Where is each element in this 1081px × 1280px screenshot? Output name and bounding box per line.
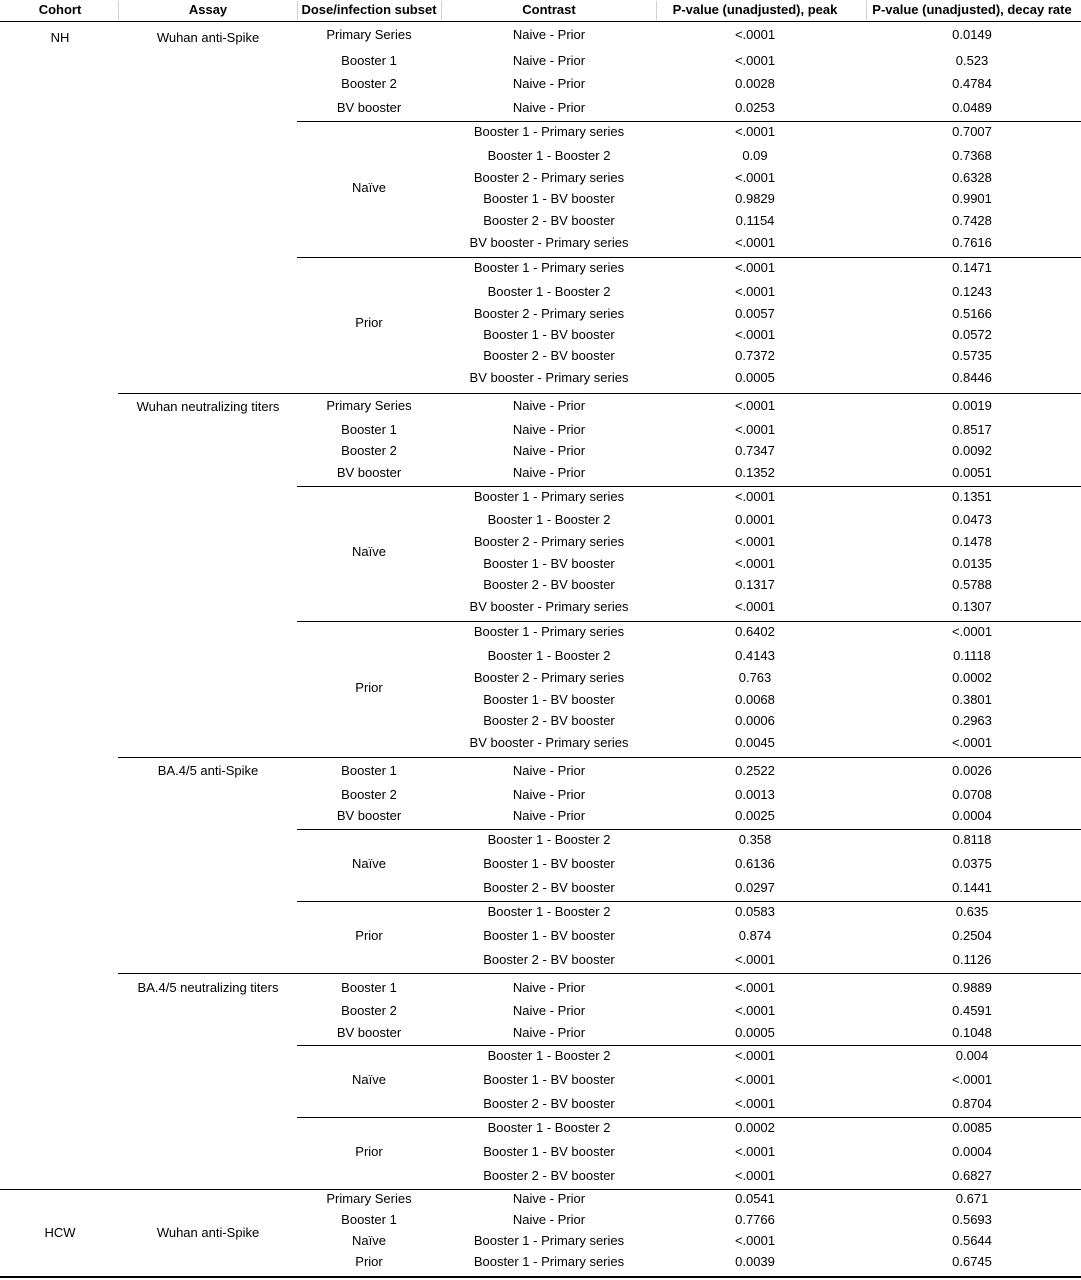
group-separator — [297, 829, 1081, 830]
subset-label: Naïve — [352, 1072, 386, 1087]
p-value-peak-cell: 0.0253 — [735, 100, 775, 115]
header-rule — [0, 21, 1081, 22]
subset-label: Prior — [355, 315, 383, 330]
p-value-decay-cell: 0.0708 — [952, 787, 992, 802]
p-value-peak-cell: 0.0045 — [735, 735, 775, 750]
p-value-peak-cell: 0.7372 — [735, 348, 775, 363]
p-value-peak-cell: <.0001 — [734, 1168, 776, 1183]
p-value-peak-cell: <.0001 — [734, 53, 776, 68]
assay-label: BA.4/5 anti-Spike — [157, 763, 259, 778]
p-value-decay-cell: 0.0019 — [952, 398, 992, 413]
contrast-cell: Naive - Prior — [512, 808, 586, 823]
p-value-decay-cell: 0.1441 — [952, 880, 992, 895]
p-value-decay-cell: 0.5644 — [952, 1233, 992, 1248]
contrast-cell: Booster 1 - Booster 2 — [487, 1048, 611, 1063]
p-value-decay-cell: 0.1307 — [952, 599, 992, 614]
contrast-cell: Booster 2 - BV booster — [483, 713, 615, 728]
contrast-cell: Naive - Prior — [512, 27, 586, 42]
contrast-cell: Booster 1 - Primary series — [473, 489, 625, 504]
p-value-decay-cell: 0.4591 — [952, 1003, 992, 1018]
p-value-peak-cell: <.0001 — [734, 1144, 776, 1159]
contrast-cell: Booster 1 - BV booster — [483, 556, 615, 571]
p-value-peak-cell: <.0001 — [734, 599, 776, 614]
p-value-decay-cell: <.0001 — [951, 1072, 993, 1087]
p-value-decay-cell: 0.004 — [955, 1048, 989, 1063]
contrast-cell: Naive - Prior — [512, 763, 586, 778]
contrast-cell: Booster 1 - Primary series — [473, 1254, 625, 1269]
p-value-decay-cell: 0.3801 — [952, 692, 992, 707]
cohort-label: NH — [50, 30, 70, 45]
contrast-cell: Booster 1 - Primary series — [473, 260, 625, 275]
p-value-decay-cell: 0.7428 — [952, 213, 992, 228]
p-value-peak-cell: <.0001 — [734, 1048, 776, 1063]
p-value-decay-cell: 0.0085 — [952, 1120, 992, 1135]
subset-cell: Booster 2 — [341, 76, 397, 91]
p-value-peak-cell: 0.7347 — [735, 443, 775, 458]
p-value-peak-cell: 0.2522 — [735, 763, 775, 778]
subset-cell: Booster 1 — [341, 1212, 397, 1227]
contrast-cell: Booster 1 - BV booster — [483, 191, 615, 206]
p-value-decay-cell: <.0001 — [951, 735, 993, 750]
p-value-peak-cell: 0.6402 — [735, 624, 775, 639]
group-separator — [297, 257, 1081, 258]
contrast-cell: Booster 1 - Primary series — [473, 124, 625, 139]
contrast-cell: Booster 2 - Primary series — [473, 170, 625, 185]
contrast-cell: BV booster - Primary series — [469, 599, 629, 614]
p-value-decay-cell: 0.5735 — [952, 348, 992, 363]
p-value-peak-cell: <.0001 — [734, 170, 776, 185]
contrast-cell: Naive - Prior — [512, 422, 586, 437]
p-value-peak-cell: <.0001 — [734, 1003, 776, 1018]
p-value-peak-cell: 0.358 — [738, 832, 772, 847]
subset-label: Prior — [355, 679, 383, 695]
contrast-cell: Booster 1 - BV booster — [483, 327, 615, 342]
p-value-peak-cell: <.0001 — [734, 398, 776, 413]
p-value-decay-cell: 0.7616 — [952, 235, 992, 250]
subset-label: Naïve — [352, 179, 386, 195]
p-value-decay-cell: 0.0149 — [952, 27, 992, 42]
p-value-peak-cell: <.0001 — [734, 27, 776, 42]
p-value-decay-cell: 0.8446 — [952, 370, 992, 385]
subset-cell: Booster 1 — [341, 53, 397, 68]
subset-cell: Primary Series — [326, 27, 412, 42]
p-value-decay-cell: 0.5693 — [952, 1212, 992, 1227]
p-value-decay-cell: 0.2504 — [952, 928, 992, 943]
subset-label: Naïve — [352, 856, 386, 871]
contrast-cell: Booster 2 - BV booster — [483, 952, 615, 967]
p-value-peak-cell: <.0001 — [734, 284, 776, 299]
contrast-cell: Naive - Prior — [512, 76, 586, 91]
contrast-cell: Booster 2 - BV booster — [483, 1168, 615, 1183]
subset-cell: BV booster — [336, 808, 402, 823]
contrast-cell: Booster 1 - Booster 2 — [487, 648, 611, 663]
p-value-peak-cell: 0.0068 — [735, 692, 775, 707]
contrast-cell: Booster 1 - BV booster — [483, 1072, 615, 1087]
subset-cell: Primary Series — [326, 1191, 412, 1206]
p-value-decay-cell: 0.0051 — [952, 465, 992, 480]
contrast-cell: Booster 1 - Booster 2 — [487, 1120, 611, 1135]
p-value-decay-cell: 0.9901 — [952, 191, 992, 206]
subset-cell: Prior — [355, 1254, 383, 1269]
p-value-decay-cell: 0.5166 — [952, 306, 992, 321]
p-value-peak-cell: <.0001 — [734, 952, 776, 967]
p-value-peak-cell: 0.0013 — [735, 787, 775, 802]
p-value-peak-cell: <.0001 — [734, 1072, 776, 1087]
p-value-decay-cell: 0.1118 — [953, 648, 991, 663]
p-value-peak-cell: 0.0005 — [735, 1025, 775, 1040]
p-value-peak-cell: 0.09 — [742, 148, 768, 163]
p-value-peak-cell: 0.4143 — [735, 648, 775, 663]
p-value-decay-cell: 0.635 — [955, 904, 989, 919]
contrast-cell: Booster 1 - BV booster — [483, 856, 615, 871]
contrast-cell: Naive - Prior — [512, 465, 586, 480]
p-value-peak-cell: 0.0005 — [735, 370, 775, 385]
header-column-separator — [441, 1, 442, 20]
p-value-decay-cell: <.0001 — [951, 624, 993, 639]
header-subset: Dose/infection subset — [301, 2, 437, 17]
contrast-cell: Naive - Prior — [512, 1212, 586, 1227]
p-value-peak-cell: 0.0297 — [735, 880, 775, 895]
contrast-cell: Booster 1 - BV booster — [483, 692, 615, 707]
header-column-separator — [866, 1, 867, 20]
subset-cell: Primary Series — [326, 398, 412, 413]
contrast-cell: Booster 2 - BV booster — [483, 577, 615, 592]
p-value-decay-cell: 0.0473 — [952, 512, 992, 527]
table-bottom-rule — [0, 1276, 1081, 1278]
p-value-decay-cell: 0.0375 — [952, 856, 992, 871]
subset-label: Prior — [355, 1144, 383, 1159]
p-value-peak-cell: <.0001 — [734, 235, 776, 250]
group-separator — [118, 757, 1081, 758]
assay-label: Wuhan anti-Spike — [156, 30, 260, 45]
p-value-decay-cell: 0.0026 — [952, 763, 992, 778]
p-value-peak-cell: 0.874 — [738, 928, 772, 943]
p-value-peak-cell: <.0001 — [734, 327, 776, 342]
p-value-decay-cell: 0.6328 — [952, 170, 992, 185]
cohort-label: HCW — [44, 1225, 76, 1240]
subset-cell: Booster 1 — [341, 763, 397, 778]
p-value-peak-cell: 0.1352 — [735, 465, 775, 480]
group-separator — [297, 486, 1081, 487]
p-value-decay-cell: 0.0002 — [952, 670, 992, 685]
header-decay: P-value (unadjusted), decay rate — [872, 2, 1072, 17]
contrast-cell: BV booster - Primary series — [469, 235, 629, 250]
p-value-peak-cell: <.0001 — [734, 534, 776, 549]
contrast-cell: Booster 2 - Primary series — [473, 534, 625, 549]
header-contrast: Contrast — [522, 2, 576, 17]
p-value-peak-cell: 0.1317 — [735, 577, 775, 592]
p-value-peak-cell: 0.0001 — [735, 512, 775, 527]
group-separator — [297, 1045, 1081, 1046]
subset-cell: Naïve — [352, 1233, 386, 1248]
contrast-cell: BV booster - Primary series — [469, 370, 629, 385]
contrast-cell: Booster 1 - BV booster — [483, 928, 615, 943]
p-value-decay-cell: 0.6827 — [952, 1168, 992, 1183]
contrast-cell: Booster 2 - BV booster — [483, 1096, 615, 1111]
header-column-separator — [297, 1, 298, 20]
p-value-peak-cell: 0.0025 — [735, 808, 775, 823]
p-value-peak-cell: 0.1154 — [735, 213, 775, 228]
p-value-decay-cell: 0.0004 — [952, 808, 992, 823]
p-value-decay-cell: 0.7007 — [952, 124, 992, 139]
contrast-cell: Naive - Prior — [512, 1191, 586, 1206]
contrast-cell: Booster 2 - Primary series — [473, 306, 625, 321]
subset-cell: BV booster — [336, 465, 402, 480]
p-value-decay-cell: 0.0004 — [952, 1144, 992, 1159]
subset-cell: Booster 2 — [341, 443, 397, 458]
p-value-peak-cell: 0.0057 — [735, 306, 775, 321]
p-value-peak-cell: 0.0583 — [735, 904, 775, 919]
p-value-decay-cell: 0.0135 — [952, 556, 992, 571]
p-value-decay-cell: 0.1478 — [952, 534, 992, 549]
p-value-peak-cell: <.0001 — [734, 980, 776, 995]
p-value-peak-cell: 0.0028 — [735, 76, 775, 91]
p-value-peak-cell: <.0001 — [734, 489, 776, 504]
contrast-cell: Booster 1 - Primary series — [473, 624, 625, 639]
p-value-decay-cell: 0.6745 — [952, 1254, 992, 1269]
p-value-peak-cell: <.0001 — [734, 260, 776, 275]
assay-label: Wuhan neutralizing titers — [136, 399, 280, 414]
header-column-separator — [656, 1, 657, 20]
p-value-decay-cell: 0.0092 — [952, 443, 992, 458]
p-value-decay-cell: 0.0572 — [952, 327, 992, 342]
subset-cell: BV booster — [336, 1025, 402, 1040]
subset-label: Prior — [355, 928, 383, 943]
p-value-decay-cell: 0.9889 — [952, 980, 992, 995]
header-assay: Assay — [188, 2, 228, 17]
contrast-cell: Naive - Prior — [512, 443, 586, 458]
assay-label: BA.4/5 neutralizing titers — [137, 980, 279, 995]
contrast-cell: Booster 1 - Booster 2 — [487, 832, 611, 847]
contrast-cell: Booster 1 - Primary series — [473, 1233, 625, 1248]
p-value-decay-cell: 0.0489 — [952, 100, 992, 115]
group-separator — [297, 621, 1081, 622]
p-value-decay-cell: 0.1351 — [952, 489, 992, 504]
group-separator — [297, 901, 1081, 902]
subset-cell: Booster 1 — [341, 980, 397, 995]
p-value-decay-cell: 0.1471 — [952, 260, 992, 275]
p-value-peak-cell: 0.0541 — [735, 1191, 775, 1206]
p-value-decay-cell: 0.1048 — [952, 1025, 992, 1040]
p-value-peak-cell: <.0001 — [734, 124, 776, 139]
header-cohort: Cohort — [38, 2, 82, 17]
p-value-decay-cell: 0.8704 — [952, 1096, 992, 1111]
contrast-cell: Naive - Prior — [512, 53, 586, 68]
p-value-decay-cell: 0.8517 — [952, 422, 992, 437]
p-value-decay-cell: 0.2963 — [952, 713, 992, 728]
subset-label: Naïve — [352, 544, 386, 559]
p-value-peak-cell: 0.0006 — [735, 713, 775, 728]
group-separator — [118, 393, 1081, 394]
contrast-cell: Naive - Prior — [512, 100, 586, 115]
contrast-cell: Booster 1 - Booster 2 — [487, 148, 611, 163]
p-value-peak-cell: 0.763 — [738, 670, 772, 685]
p-value-decay-cell: 0.5788 — [952, 577, 992, 592]
p-value-peak-cell: <.0001 — [734, 1096, 776, 1111]
contrast-cell: Naive - Prior — [512, 1025, 586, 1040]
p-value-decay-cell: 0.7368 — [952, 148, 992, 163]
p-value-decay-cell: 0.1243 — [952, 284, 992, 299]
p-value-peak-cell: <.0001 — [734, 1233, 776, 1248]
p-value-decay-cell: 0.4784 — [952, 76, 992, 91]
p-value-peak-cell: 0.7766 — [735, 1212, 775, 1227]
contrast-cell: Booster 1 - Booster 2 — [487, 512, 611, 527]
header-column-separator — [118, 1, 119, 20]
contrast-cell: Booster 2 - Primary series — [473, 670, 625, 685]
group-separator — [0, 1189, 1081, 1190]
subset-cell: Booster 2 — [341, 787, 397, 802]
contrast-cell: Naive - Prior — [512, 787, 586, 802]
header-peak: P-value (unadjusted), peak — [672, 2, 838, 17]
subset-cell: Booster 2 — [341, 1003, 397, 1018]
contrast-cell: Booster 1 - Booster 2 — [487, 904, 611, 919]
subset-cell: Booster 1 — [341, 422, 397, 437]
p-value-decay-cell: 0.671 — [955, 1191, 989, 1206]
contrast-cell: Booster 2 - BV booster — [483, 880, 615, 895]
p-value-peak-cell: 0.6136 — [735, 856, 775, 871]
p-value-decay-cell: 0.1126 — [952, 952, 992, 967]
contrast-cell: BV booster - Primary series — [469, 735, 629, 750]
p-value-peak-cell: <.0001 — [734, 556, 776, 571]
group-separator — [297, 121, 1081, 122]
assay-label: Wuhan anti-Spike — [156, 1225, 260, 1240]
group-separator — [118, 973, 1081, 974]
p-value-peak-cell: <.0001 — [734, 422, 776, 437]
contrast-cell: Booster 1 - Booster 2 — [487, 284, 611, 299]
contrast-cell: Naive - Prior — [512, 980, 586, 995]
p-value-decay-cell: 0.523 — [955, 53, 989, 68]
p-value-peak-cell: 0.9829 — [735, 191, 775, 206]
p-value-peak-cell: 0.0002 — [735, 1120, 775, 1135]
group-separator — [297, 1117, 1081, 1118]
subset-cell: BV booster — [336, 100, 402, 115]
contrast-cell: Booster 2 - BV booster — [483, 348, 615, 363]
contrast-cell: Booster 1 - BV booster — [483, 1144, 615, 1159]
contrast-cell: Naive - Prior — [512, 398, 586, 413]
p-value-peak-cell: 0.0039 — [735, 1254, 775, 1269]
contrast-cell: Booster 2 - BV booster — [483, 213, 615, 228]
p-value-decay-cell: 0.8118 — [952, 832, 992, 847]
contrast-cell: Naive - Prior — [512, 1003, 586, 1018]
